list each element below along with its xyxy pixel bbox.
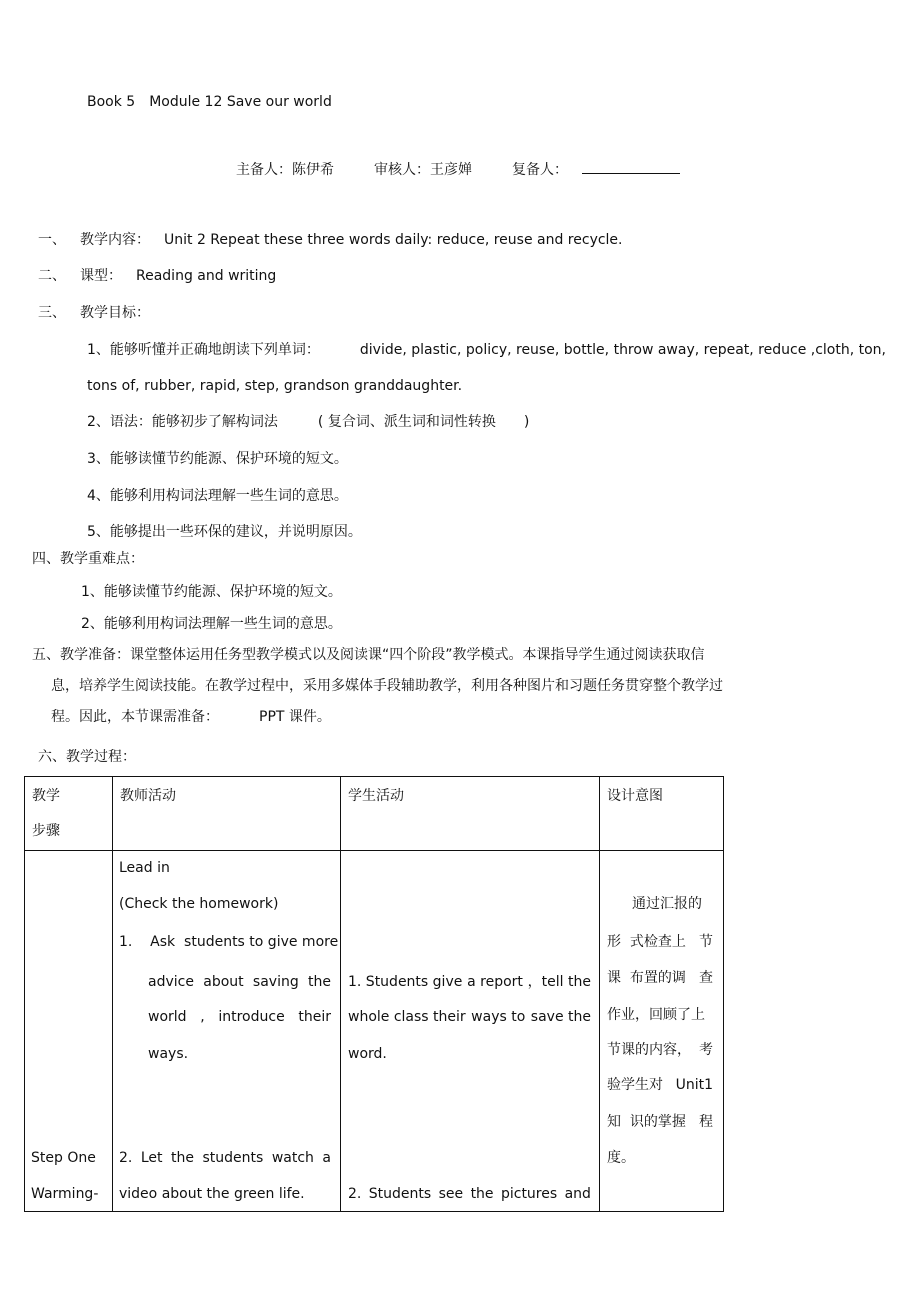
word: world (148, 1009, 187, 1025)
process-table (24, 776, 724, 1212)
objective-2 (87, 413, 529, 431)
teacher-line: 1. Ask students to give more (119, 934, 339, 950)
section-2-number: 二、 (38, 268, 66, 284)
word: 验学生对 (607, 1077, 663, 1093)
key-point-1: 1、能够读懂节约能源、保护环境的短文。 (81, 584, 342, 600)
section-lesson-type (38, 267, 276, 285)
objective-1-continued: tons of, rubber, rapid, step, grandson granddaughter. (87, 378, 463, 394)
objective-1 (87, 341, 886, 359)
preparation-line-3-text: 程。因此，本节课需准备： (51, 709, 219, 725)
intent-line (607, 1113, 713, 1131)
intent-line: 通过汇报的 (632, 896, 702, 912)
preparers-line (236, 159, 680, 179)
intent-line: 作业，回顾了上 (607, 1007, 705, 1023)
objective-1-label: 1、能够听懂并正确地朗读下列单词： (87, 342, 320, 358)
student-line: word. (348, 1046, 387, 1062)
student-line (348, 973, 591, 991)
word: their (298, 1009, 331, 1025)
word: 形 式检查上 (607, 934, 686, 950)
intent-line (607, 1041, 713, 1059)
module-title: Module 12 Save our world (149, 94, 332, 110)
word: 知 识的掌握 (607, 1114, 686, 1130)
section-3-number: 三、 (38, 305, 66, 321)
main-preparer-label: 主备人： (236, 162, 292, 178)
book-title (87, 93, 332, 111)
objective-5: 5、能够提出一些环保的建议，并说明原因。 (87, 524, 362, 540)
objective-3: 3、能够读懂节约能源、保护环境的短文。 (87, 451, 348, 467)
word: see (438, 1186, 464, 1202)
objective-2-label: 2、语法：能够初步了解构词法 (87, 414, 278, 430)
header-teacher: 教师活动 (120, 788, 176, 804)
word: 1. Students give (348, 974, 463, 990)
section-1-number: 一、 (38, 232, 66, 248)
reviewer-label: 审核人： (374, 162, 430, 178)
backup-preparer-label: 复备人： (512, 162, 568, 178)
section-objectives (38, 304, 150, 322)
header-intent: 设计意图 (607, 788, 663, 804)
word: 考 (699, 1042, 713, 1058)
student-line (348, 1008, 591, 1026)
design-intent-cell (600, 851, 724, 1212)
word: 节 (699, 934, 713, 950)
word: 查 (699, 970, 713, 986)
teacher-line (148, 973, 331, 991)
student-activity-cell (341, 851, 600, 1212)
word: saving (252, 974, 299, 990)
intent-line (607, 1076, 713, 1094)
word: 程 (699, 1114, 713, 1130)
word: Let (140, 1150, 163, 1166)
word: 2. (119, 1150, 133, 1166)
intent-line: 度。 (607, 1150, 635, 1166)
preparation-line-2: 息，培养学生阅读技能。在教学过程中，采用多媒体手段辅助教学，利用各种图片和习题任务贯穿整个教学过 (51, 678, 723, 694)
teacher-line: ways. (148, 1046, 189, 1062)
word: pictures (500, 1186, 558, 1202)
backup-preparer-blank (582, 159, 680, 174)
objective-2-paren: ( 复合词、派生词和词性转换 (317, 414, 496, 430)
word: the (470, 1186, 494, 1202)
teacher-line: Lead in (119, 860, 170, 876)
section-2-text: Reading and writing (136, 268, 277, 284)
teacher-line: video about the green life. (119, 1186, 305, 1202)
word: whole class their (348, 1009, 466, 1025)
word: Students (368, 1186, 432, 1202)
table-row (25, 851, 724, 1212)
teacher-line (148, 1008, 331, 1026)
word: 节课的内容， (607, 1042, 691, 1058)
intent-line (607, 933, 713, 951)
word: ways to (471, 1009, 526, 1025)
header-intent-cell (600, 777, 724, 851)
preparation-ppt: PPT 课件。 (259, 709, 331, 725)
header-step-line-2: 步骤 (32, 823, 60, 839)
step-name-line-1: Step One (31, 1150, 96, 1166)
teacher-line (119, 1149, 331, 1167)
word: watch (271, 1150, 314, 1166)
word: advice (148, 974, 194, 990)
word: the (308, 974, 331, 990)
section-process: 六、教学过程： (38, 749, 136, 765)
header-step-line-1: 教学 (32, 788, 60, 804)
section-key-points: 四、教学重难点： (32, 551, 144, 567)
step-name-line-2: Warming- (31, 1186, 99, 1202)
student-line (348, 1185, 591, 1203)
table-header-row (25, 777, 724, 851)
teacher-activity-cell (113, 851, 341, 1212)
step-cell (25, 851, 113, 1212)
header-student-cell (341, 777, 600, 851)
section-1-label: 教学内容： (80, 232, 150, 248)
word: about (203, 974, 244, 990)
objective-1-words: divide, plastic, policy, reuse, bottle, throw away, repeat, reduce ,cloth, ton, (359, 342, 886, 358)
header-teacher-cell (113, 777, 341, 851)
main-preparer-name: 陈伊希 (292, 162, 334, 178)
objective-2-close: ) (523, 414, 530, 430)
word: students (202, 1150, 264, 1166)
word: a (322, 1150, 331, 1166)
section-content (38, 231, 623, 249)
header-step-cell (25, 777, 113, 851)
reviewer-name: 王彦婵 (430, 162, 472, 178)
section-1-text: Unit 2 Repeat these three words daily: reduce, reuse and recycle. (164, 232, 623, 248)
word: ，tell the (527, 974, 591, 990)
book-number: Book 5 (87, 94, 136, 110)
word: and (564, 1186, 591, 1202)
header-student: 学生活动 (348, 788, 404, 804)
word: 课 布置的调 (607, 970, 686, 986)
word: the (171, 1150, 194, 1166)
section-3-label: 教学目标： (80, 305, 150, 321)
word: 2. (348, 1186, 362, 1202)
preparation-line-3 (51, 708, 331, 726)
preparation-line-1: 五、教学准备：课堂整体运用任务型教学模式以及阅读课“四个阶段”教学模式。本课指导学生通过阅读获取信 (32, 647, 705, 663)
word: save the (530, 1009, 591, 1025)
word: Unit1 (675, 1077, 713, 1093)
word: introduce (218, 1009, 285, 1025)
section-2-label: 课型： (80, 268, 122, 284)
key-point-2: 2、能够利用构词法理解一些生词的意思。 (81, 616, 342, 632)
objective-4: 4、能够利用构词法理解一些生词的意思。 (87, 488, 348, 504)
word: a report (467, 974, 523, 990)
intent-line (607, 969, 713, 987)
teacher-line: (Check the homework) (119, 896, 279, 912)
word: , (200, 1009, 205, 1025)
